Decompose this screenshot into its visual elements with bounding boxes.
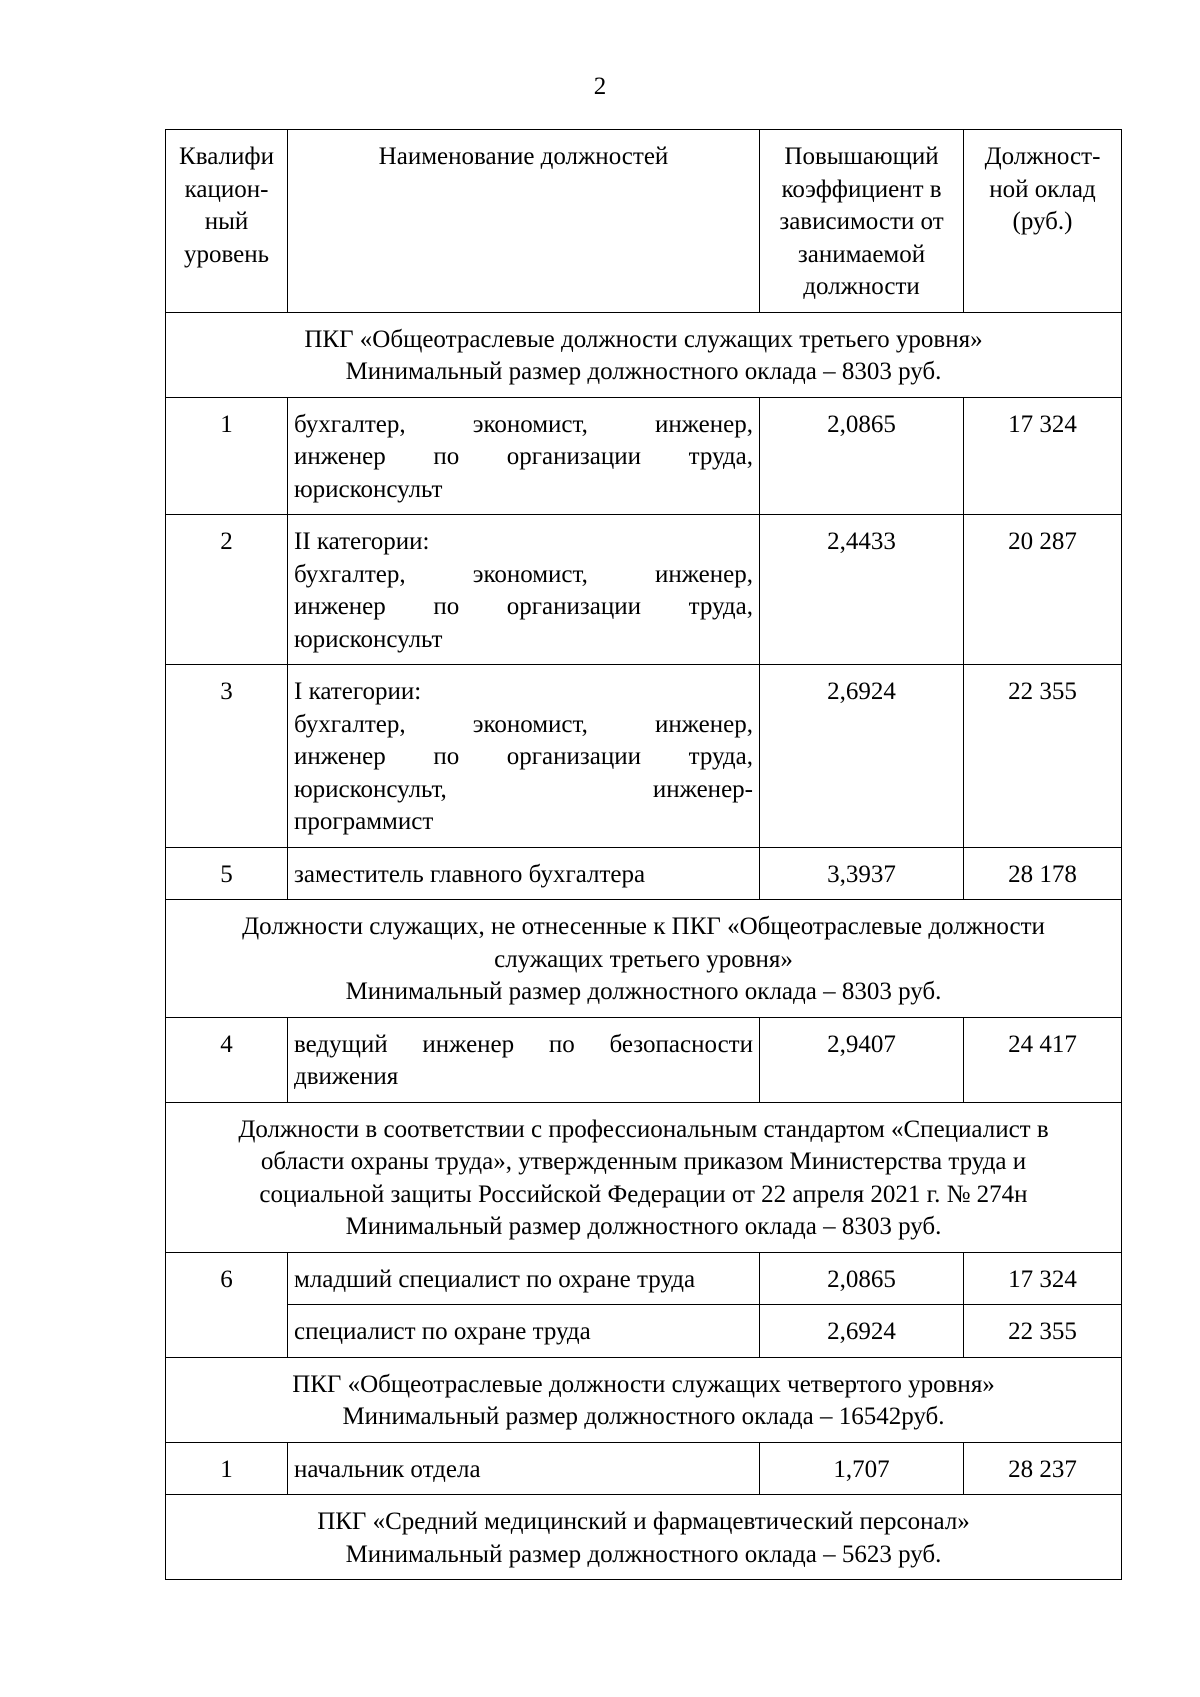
coefficient-cell: 2,0865 — [760, 1252, 964, 1305]
group-heading: ПКГ «Средний медицинский и фармацевтический персонал» Минимальный размер должностного оклада – 5623 руб. — [166, 1495, 1122, 1580]
position-cell: специалист по охране труда — [288, 1305, 760, 1358]
coefficient-cell: 2,9407 — [760, 1017, 964, 1102]
position-cell: ведущий инженер по безопасности движения — [288, 1017, 760, 1102]
header-coefficient: Повышающий коэффициент в зависимости от занимаемой должности — [760, 130, 964, 313]
level-cell: 1 — [166, 397, 288, 515]
position-cell: заместитель главного бухгалтера — [288, 847, 760, 900]
coefficient-cell: 2,4433 — [760, 515, 964, 665]
coefficient-cell: 2,0865 — [760, 397, 964, 515]
salary-cell: 28 237 — [964, 1442, 1122, 1495]
table-row — [166, 397, 1122, 515]
table-row — [166, 1017, 1122, 1102]
header-salary: Должност- ной оклад (руб.) — [964, 130, 1122, 313]
group-row — [166, 1357, 1122, 1442]
level-cell: 5 — [166, 847, 288, 900]
position-cell: I категории: бухгалтер, экономист, инженер, инженер по организации труда, юрисконсульт, инженер- программист — [288, 665, 760, 848]
header-level: Квалифи кацион- ный уровень — [166, 130, 288, 313]
table-row — [166, 665, 1122, 848]
table-row — [166, 847, 1122, 900]
salary-cell: 28 178 — [964, 847, 1122, 900]
salary-table — [165, 129, 1122, 1580]
group-row — [166, 1495, 1122, 1580]
coefficient-cell: 2,6924 — [760, 665, 964, 848]
salary-cell: 22 355 — [964, 665, 1122, 848]
position-cell: II категории: бухгалтер, экономист, инженер, инженер по организации труда, юрисконсульт — [288, 515, 760, 665]
page-number: 2 — [593, 73, 607, 100]
level-cell: 3 — [166, 665, 288, 848]
salary-cell: 17 324 — [964, 397, 1122, 515]
group-row — [166, 900, 1122, 1018]
level-cell: 6 — [166, 1252, 288, 1357]
group-row — [166, 1102, 1122, 1252]
coefficient-cell: 1,707 — [760, 1442, 964, 1495]
position-cell: бухгалтер, экономист, инженер, инженер по организации труда, юрисконсульт — [288, 397, 760, 515]
group-heading: Должности в соответствии с профессиональным стандартом «Специалист в области охраны труда», утвержденным приказом Министерства труда и социальной защиты Российской Федерации от 22 апреля 2021 г. № 274н Минимальный размер должностного оклада – 8303 руб. — [166, 1102, 1122, 1252]
group-heading: ПКГ «Общеотраслевые должности служащих третьего уровня» Минимальный размер должностного оклада – 8303 руб. — [166, 312, 1122, 397]
table-row — [166, 1442, 1122, 1495]
table-row — [166, 515, 1122, 665]
salary-cell: 22 355 — [964, 1305, 1122, 1358]
group-heading: Должности служащих, не отнесенные к ПКГ «Общеотраслевые должности служащих третьего уровня» Минимальный размер должностного оклада – 8303 руб. — [166, 900, 1122, 1018]
position-cell: начальник отдела — [288, 1442, 760, 1495]
group-heading: ПКГ «Общеотраслевые должности служащих четвертого уровня» Минимальный размер должностного оклада – 16542руб. — [166, 1357, 1122, 1442]
coefficient-cell: 3,3937 — [760, 847, 964, 900]
table-header-row — [166, 130, 1122, 313]
level-cell: 1 — [166, 1442, 288, 1495]
table-row — [166, 1252, 1122, 1305]
position-cell: младший специалист по охране труда — [288, 1252, 760, 1305]
header-position: Наименование должностей — [288, 130, 760, 313]
level-cell: 4 — [166, 1017, 288, 1102]
level-cell: 2 — [166, 515, 288, 665]
coefficient-cell: 2,6924 — [760, 1305, 964, 1358]
salary-cell: 17 324 — [964, 1252, 1122, 1305]
table-row — [166, 1305, 1122, 1358]
group-row — [166, 312, 1122, 397]
salary-cell: 20 287 — [964, 515, 1122, 665]
salary-cell: 24 417 — [964, 1017, 1122, 1102]
